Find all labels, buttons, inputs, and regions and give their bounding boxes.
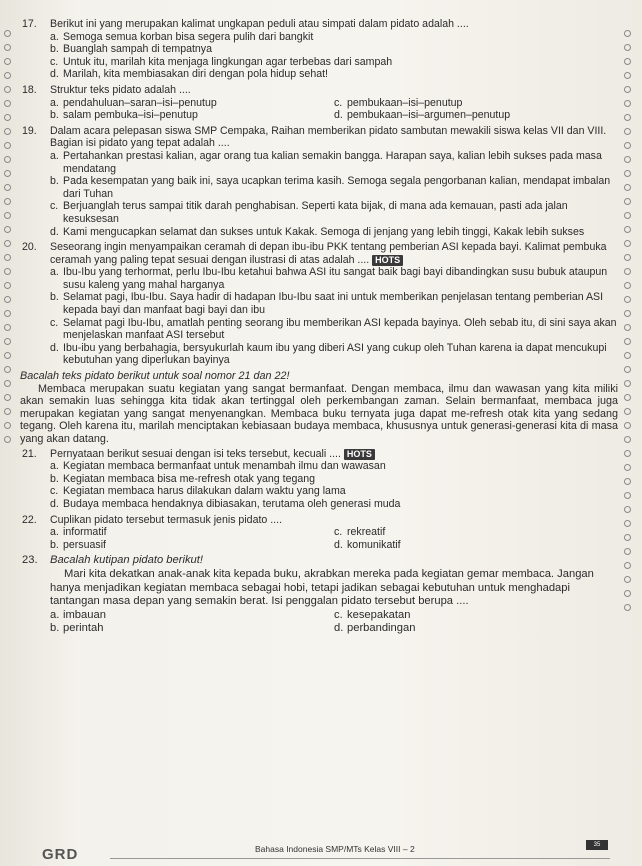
page-footer [0, 840, 642, 866]
binder-ring [4, 142, 11, 149]
binder-ring [4, 212, 11, 219]
book-title: Bahasa Indonesia SMP/MTs Kelas VIII – 2 [255, 844, 415, 854]
option-b[interactable]: b. salam pembuka–isi–penutup [50, 109, 198, 122]
reading-passage [20, 370, 618, 446]
binder-ring [4, 394, 11, 401]
binder-ring [624, 408, 631, 415]
option-d[interactable]: d. Marilah, kita membiasakan diri dengan pola hidup sehat! [50, 68, 328, 81]
option-a[interactable]: a. imbauan [50, 608, 106, 621]
binder-ring [624, 338, 631, 345]
binder-ring [624, 100, 631, 107]
question-stem: Bacalah kutipan pidato berikut! [50, 554, 203, 567]
binder-ring [624, 436, 631, 443]
binder-ring [4, 58, 11, 65]
question-23 [20, 554, 618, 636]
binder-ring [624, 86, 631, 93]
binder-ring [4, 86, 11, 93]
binder-ring [4, 296, 11, 303]
binder-ring [624, 198, 631, 205]
binder-ring [624, 562, 631, 569]
binder-ring [624, 142, 631, 149]
binder-ring [624, 226, 631, 233]
question-21 [20, 448, 618, 511]
binder-ring [4, 156, 11, 163]
option-b[interactable]: b. Buanglah sampah di tempatnya [50, 43, 213, 56]
binder-ring [4, 408, 11, 415]
binder-ring [4, 268, 11, 275]
option-d[interactable]: d. pembukaan–isi–argumen–penutup [334, 109, 511, 122]
reading-paragraph: Membaca merupakan suatu kegiatan yang sangat bermanfaat. Dengan membaca, ilmu dan wawasan yang kita miliki akan semakin luas sehingga kita tidak akan tertinggal oleh perkembangan zaman. Selain bermanfaat, membaca juga merupakan kegiatan yang sangat menyenangkan. Membaca buku ternyata juga dapat me-refresh otak kita yang sedang tegang. Oleh karena itu, marilah menciptakan kebiasaan budaya membaca, khususnya untuk generasi-generasi kita di masa yang akan datang. [20, 382, 618, 445]
binder-ring [624, 450, 631, 457]
question-stem: Cuplikan pidato tersebut termasuk jenis pidato .... [50, 513, 283, 526]
binder-ring [624, 212, 631, 219]
binder-ring [624, 240, 631, 247]
binder-ring [624, 478, 631, 485]
question-22 [20, 514, 618, 552]
quoted-passage: Mari kita dekatkan anak-anak kita kepada buku, akrabkan mereka pada kegiatan gemar membaca. Jangan hanya menjadikan kegiatan membaca sebagai hobi, tetapi jadikan sebagai kebutuhan untuk menghadapi tantangan masa depan yang semakin berat. Isi penggalan pidato tersebut berupa .... [50, 567, 594, 608]
binder-ring [624, 576, 631, 583]
option-c[interactable]: c. Selamat pagi Ibu-Ibu, amatlah penting seorang ibu memberikan ASI kepada bayinya. Oleh sebab itu, di sini saya akan menjelaskan manfaat ASI tersebut [50, 316, 617, 342]
question-number: 22. [22, 513, 37, 526]
binder-ring [4, 226, 11, 233]
question-content [20, 18, 618, 637]
option-b[interactable]: b. persuasif [50, 538, 106, 551]
binder-ring [624, 366, 631, 373]
binder-ring [4, 338, 11, 345]
question-17 [20, 18, 618, 81]
binder-ring [4, 240, 11, 247]
footer-divider [110, 858, 610, 859]
option-b[interactable]: b. Kegiatan membaca bisa me-refresh otak yang tegang [50, 472, 316, 485]
binder-ring [624, 394, 631, 401]
option-d[interactable]: d. Budaya membaca hendaknya dibiasakan, terutama oleh generasi muda [50, 497, 401, 510]
binder-ring [624, 492, 631, 499]
binder-ring [624, 156, 631, 163]
binder-ring [624, 254, 631, 261]
option-c[interactable]: c. kesepakatan [334, 608, 411, 621]
option-a[interactable]: a. Pertahankan prestasi kalian, agar orang tua kalian semakin bangga. Harapan saya, kalian lebih sukses pada masa mendatang [50, 149, 602, 175]
question-19 [20, 125, 618, 238]
binder-ring [624, 282, 631, 289]
binder-ring [4, 380, 11, 387]
question-stem: Pernyataan berikut sesuai dengan isi teks tersebut, kecuali .... HOTS [50, 448, 618, 461]
binder-ring [4, 254, 11, 261]
binder-ring [624, 128, 631, 135]
binder-ring [624, 30, 631, 37]
option-d[interactable]: d. Kami mengucapkan selamat dan sukses untuk Kakak. Semoga di jenjang yang lebih tinggi, Kakak lebih sukses [50, 225, 585, 238]
option-b[interactable]: b. perintah [50, 622, 104, 635]
hots-badge: HOTS [372, 255, 403, 266]
option-d[interactable]: d. Ibu-ibu yang berbahagia, bersyukurlah kaum ibu yang diberi ASI yang cukup oleh Tuhan karena ia dapat mencukupi kebutuhan yang diperlukan bayinya [50, 341, 607, 367]
binder-ring [4, 198, 11, 205]
question-number: 19. [22, 124, 37, 137]
publisher-logo: GRD [42, 846, 79, 863]
option-d[interactable]: d. komunikatif [334, 538, 401, 551]
option-c[interactable]: c. Untuk itu, marilah kita menjaga lingkungan agar terbebas dari sampah [50, 55, 393, 68]
binder-ring [4, 44, 11, 51]
binder-ring [624, 268, 631, 275]
binder-ring [624, 604, 631, 611]
binder-ring [624, 464, 631, 471]
binder-ring [4, 422, 11, 429]
question-20 [20, 241, 618, 367]
option-a[interactable]: a. Semoga semua korban bisa segera pulih dari bangkit [50, 30, 314, 43]
question-stem: Seseorang ingin menyampaikan ceramah di depan ibu-ibu PKK tentang pemberian ASI kepada bayi. Kalimat pembuka ceramah yang paling tepat sesuai dengan ilustrasi di atas adalah .... HOTS [50, 241, 607, 266]
binder-ring [4, 30, 11, 37]
binder-rings-right [622, 30, 636, 618]
option-c[interactable]: c. pembukaan–isi–penutup [334, 96, 463, 109]
question-stem-2: Bagian isi pidato yang tepat adalah .... [50, 137, 230, 150]
option-a[interactable]: a. Kegiatan membaca bermanfaat untuk menambah ilmu dan wawasan [50, 460, 386, 473]
binder-ring [4, 436, 11, 443]
hots-badge: HOTS [344, 449, 375, 460]
binder-ring [624, 184, 631, 191]
option-c[interactable]: c. rekreatif [334, 526, 386, 539]
binder-ring [624, 352, 631, 359]
option-a[interactable]: a. Ibu-Ibu yang terhormat, perlu Ibu-Ibu ketahui bahwa ASI itu sangat baik bagi bayi dibandingkan susu bubuk ataupun susu kaleng yang mahal harganya [50, 266, 608, 291]
binder-ring [624, 506, 631, 513]
binder-ring [624, 114, 631, 121]
binder-ring [4, 100, 11, 107]
binder-ring [4, 184, 11, 191]
question-number: 18. [22, 83, 37, 96]
binder-ring [624, 170, 631, 177]
binder-ring [624, 72, 631, 79]
question-number: 21. [22, 447, 37, 460]
binder-ring [4, 170, 11, 177]
option-b[interactable]: b. Pada kesempatan yang baik ini, saya ucapkan terima kasih. Semoga segala pengorbanan kalian, mendapat imbalan dari Tuhan [50, 175, 611, 200]
binder-ring [4, 114, 11, 121]
binder-ring [4, 128, 11, 135]
binder-ring [4, 310, 11, 317]
option-b[interactable]: b. Selamat pagi, Ibu-Ibu. Saya hadir di hadapan Ibu-Ibu saat ini untuk memberikan penjelasan tentang pemberian ASI kepada bayi dan manfaat bagi bayi dan ibu [50, 291, 604, 317]
binder-ring [624, 324, 631, 331]
binder-ring [4, 282, 11, 289]
question-number: 23. [22, 554, 38, 567]
binder-ring [4, 366, 11, 373]
binder-ring [4, 72, 11, 79]
question-stem: Struktur teks pidato adalah .... [50, 83, 191, 96]
binder-rings-left [2, 30, 16, 450]
binder-ring [4, 352, 11, 359]
page-number: 35 [586, 840, 608, 850]
option-d[interactable]: d. perbandingan [334, 622, 416, 635]
binder-ring [4, 324, 11, 331]
binder-ring [624, 310, 631, 317]
option-c[interactable]: c. Berjuanglah terus sampai titik darah penghabisan. Seperti kata bijak, di mana ada kemauan, pasti ada jalan kesuksesan [50, 200, 568, 225]
binder-ring [624, 296, 631, 303]
binder-ring [624, 380, 631, 387]
option-c[interactable]: c. Kegiatan membaca harus dilakukan dalam waktu yang lama [50, 485, 346, 498]
binder-ring [624, 548, 631, 555]
binder-ring [624, 422, 631, 429]
binder-ring [624, 58, 631, 65]
question-number: 20. [22, 241, 37, 254]
binder-ring [624, 44, 631, 51]
question-number: 17. [22, 18, 37, 30]
option-a[interactable]: a. pendahuluan–saran–isi–penutup [50, 96, 217, 109]
binder-ring [624, 590, 631, 597]
question-stem: Dalam acara pelepasan siswa SMP Cempaka, Raihan memberikan pidato sambutan mewakili siswa kelas VII dan VIII. [50, 124, 607, 137]
reading-instruction: Bacalah teks pidato berikut untuk soal nomor 21 dan 22! [20, 370, 290, 383]
option-a[interactable]: a. informatif [50, 526, 107, 539]
question-stem: Berikut ini yang merupakan kalimat ungkapan peduli atau simpati dalam pidato adalah .... [50, 18, 469, 30]
binder-ring [624, 520, 631, 527]
binder-ring [624, 534, 631, 541]
question-18 [20, 84, 618, 122]
